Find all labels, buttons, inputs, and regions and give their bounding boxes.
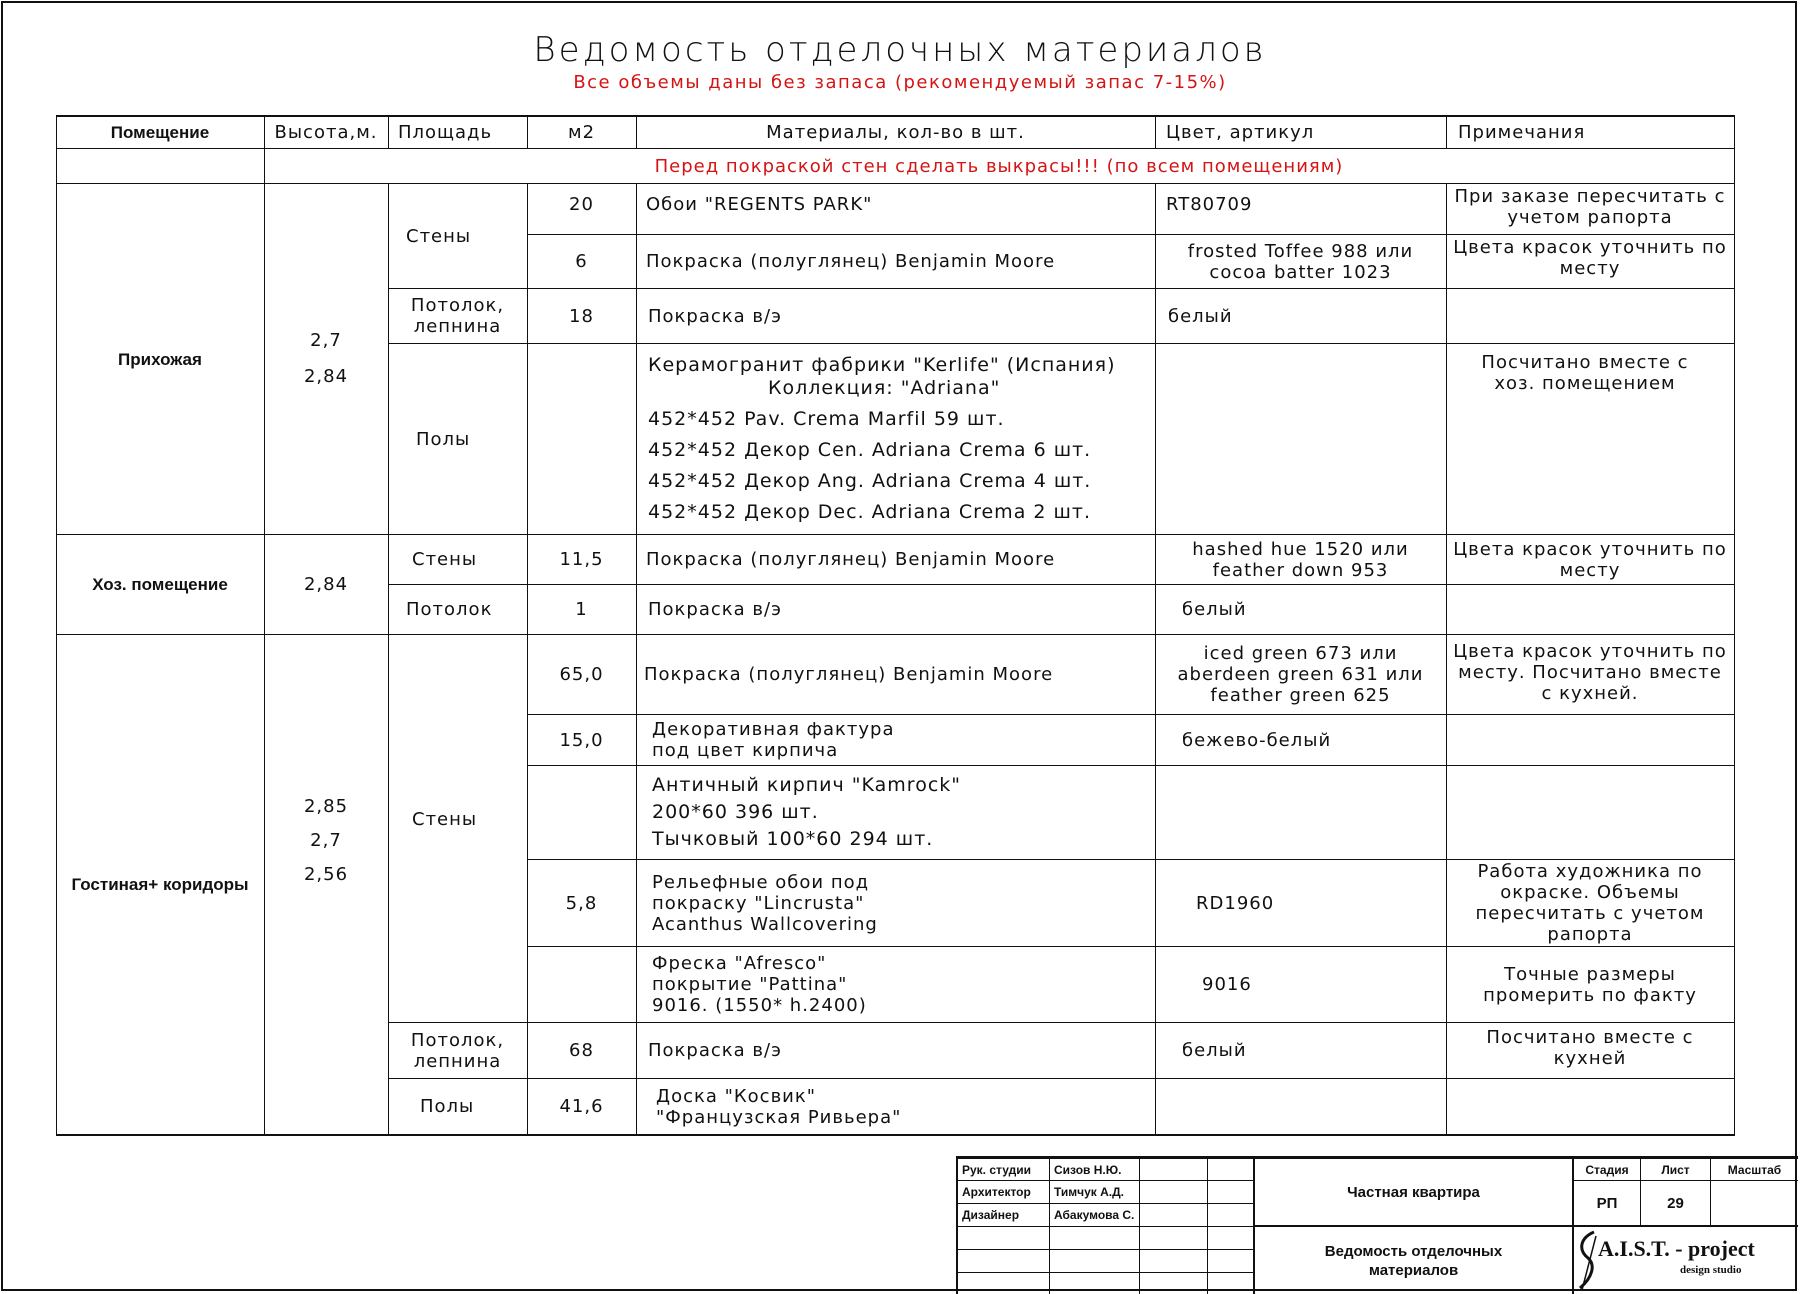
stamp-stage: РП xyxy=(1596,1194,1618,1212)
table-cell-m2: 68 xyxy=(569,1040,594,1061)
material-line: 452*452 Декор Cen. Adriana Crema 6 шт. xyxy=(648,439,1092,461)
material-line: 452*452 Декор Dec. Adriana Crema 2 шт. xyxy=(648,501,1091,523)
table-cell-note: Посчитано вместе с хоз. помещением xyxy=(1481,352,1689,394)
table-cell-note xyxy=(1446,1079,1734,1134)
table-cell-color: белый xyxy=(1182,1040,1247,1061)
table-cell-note: Цвета красок уточнить по месту xyxy=(1453,538,1727,581)
table-cell-m2: 6 xyxy=(575,251,588,272)
table-cell-material: Покраска (полуглянец) Benjamin Moore xyxy=(646,251,1056,272)
table-cell-m2: 11,5 xyxy=(559,549,604,570)
table-cell-note xyxy=(1446,585,1734,634)
stamp-person: Абакумова С. xyxy=(1054,1208,1135,1222)
table-cell-note xyxy=(1446,289,1734,343)
material-line: 452*452 Декор Ang. Adriana Crema 4 шт. xyxy=(648,470,1092,492)
table-cell-material: Покраска в/э xyxy=(648,1040,782,1061)
room-name: Прихожая xyxy=(118,349,202,369)
table-cell-note xyxy=(1446,715,1734,765)
table-cell-m2: 5,8 xyxy=(565,892,598,914)
material-line: Коллекция: "Adriana" xyxy=(768,377,1001,399)
table-cell-m2: 18 xyxy=(569,305,594,327)
banner-note: Перед покраской стен сделать выкрасы!!! (по всем помещениям) xyxy=(654,155,1344,177)
table-cell-color: RT80709 xyxy=(1166,194,1253,215)
document-subtitle: Все объемы даны без запаса (рекомендуемый запас 7-15%) xyxy=(573,72,1227,93)
header-color: Цвет, артикул xyxy=(1166,121,1315,143)
header-notes: Примечания xyxy=(1458,121,1586,143)
table-cell-note: Цвета красок уточнить по месту. Посчитано вместе с кухней. xyxy=(1453,641,1727,704)
stamp-object: Частная квартира xyxy=(1347,1183,1480,1201)
table-cell-color: белый xyxy=(1168,305,1233,327)
table-cell-m2 xyxy=(527,344,636,534)
floor-materials-list xyxy=(642,350,1155,534)
table-cell-color xyxy=(1155,344,1446,534)
table-cell-color: iced green 673 или aberdeen green 631 или feather green 625 xyxy=(1177,643,1424,706)
header-room: Помещение xyxy=(110,122,210,142)
document-title: Ведомость отделочных материалов xyxy=(533,30,1267,70)
table-cell-material: Покраска (полуглянец) Benjamin Moore xyxy=(644,664,1054,685)
table-cell-material: Обои "REGENTS PARK" xyxy=(646,194,873,215)
table-cell-material: Доска "Косвик" "Французская Ривьера" xyxy=(656,1085,902,1128)
table-cell-material: Декоративная фактура под цвет кирпича xyxy=(652,719,895,761)
table-cell-m2: 20 xyxy=(569,194,594,215)
height-value: 2,84 xyxy=(303,366,349,387)
stamp-scale xyxy=(1711,1181,1798,1225)
material-line: 452*452 Pav. Crema Marfil 59 шт. xyxy=(648,408,1005,430)
logo-text: A.I.S.T. - project xyxy=(1598,1236,1755,1261)
stamp-scale-label: Масштаб xyxy=(1727,1162,1782,1177)
table-cell-m2 xyxy=(527,766,636,859)
table-cell-color: бежево-белый xyxy=(1182,729,1332,751)
header-materials: Материалы, кол-во в шт. xyxy=(766,121,1025,143)
surface-label: Потолок, лепнина xyxy=(410,295,505,337)
table-cell-color: RD1960 xyxy=(1196,892,1275,914)
table-cell-color: hashed hue 1520 или feather down 953 xyxy=(1192,538,1409,581)
table-cell-m2: 65,0 xyxy=(559,664,604,685)
stamp-person: Тимчук А.Д. xyxy=(1054,1185,1124,1199)
stamp-person: Сизов Н.Ю. xyxy=(1054,1162,1122,1177)
stamp-sheet-title: Ведомость отделочных материалов xyxy=(1324,1242,1503,1279)
stamp-sheet-label: Лист xyxy=(1661,1162,1690,1177)
room-heights xyxy=(264,635,388,1134)
table-cell-note: Посчитано вместе с кухней xyxy=(1486,1027,1694,1069)
table-cell-note: Цвета красок уточнить по месту xyxy=(1453,237,1727,279)
surface-label: Стены xyxy=(412,549,478,570)
header-height: Высота,м. xyxy=(274,121,378,143)
table-cell-note: Работа художника по окраске. Объемы пересчитать с учетом рапорта xyxy=(1475,861,1705,945)
surface-label: Полы xyxy=(416,428,471,450)
material-line: Тычковый 100*60 294 шт. xyxy=(652,828,934,850)
table-cell-material: Фреска "Afresco" покрытие "Pattina" 9016. (1550* h.2400) xyxy=(652,953,867,1016)
table-cell-material: Покраска в/э xyxy=(648,305,782,327)
table-cell-color xyxy=(1155,766,1446,859)
header-m2: м2 xyxy=(567,121,596,143)
surface-label: Потолок, лепнина xyxy=(410,1029,505,1072)
table-cell-note xyxy=(1446,766,1734,859)
surface-label: Стены xyxy=(412,809,478,830)
height-value: 2,7 xyxy=(310,829,342,851)
stamp-role: Архитектор xyxy=(962,1185,1031,1199)
logo-subtext: design studio xyxy=(1680,1264,1742,1276)
table-cell-material: Рельефные обои под покраску "Lincrusta" Acanthus Wallcovering xyxy=(652,871,878,935)
table-cell-m2: 1 xyxy=(575,599,588,620)
table-cell-material: Покраска в/э xyxy=(648,599,782,620)
brick-materials-list xyxy=(646,766,1155,859)
material-line: Керамогранит фабрики "Kerlife" (Испания) xyxy=(648,354,1116,376)
height-value: 2,7 xyxy=(310,330,342,351)
stamp-role: Рук. студии xyxy=(962,1162,1031,1177)
table-cell-color xyxy=(1155,1079,1446,1134)
surface-label: Полы xyxy=(420,1096,475,1117)
material-line: 200*60 396 шт. xyxy=(652,801,819,823)
table-cell-color: 9016 xyxy=(1202,974,1252,995)
stamp-stage-label: Стадия xyxy=(1585,1162,1629,1177)
table-cell-m2 xyxy=(527,947,636,1022)
room-heights xyxy=(264,184,388,534)
table-cell-m2: 41,6 xyxy=(559,1096,604,1117)
height-value: 2,85 xyxy=(303,795,349,817)
table-cell-color: frosted Toffee 988 или cocoa batter 1023 xyxy=(1187,240,1414,283)
room-name: Гостиная+ коридоры xyxy=(71,875,249,894)
stamp-role: Дизайнер xyxy=(962,1208,1020,1222)
header-area: Площадь xyxy=(398,121,493,143)
table-cell-note: При заказе пересчитать с учетом рапорта xyxy=(1454,186,1726,228)
material-line: Античный кирпич "Kamrock" xyxy=(652,774,962,796)
surface-label: Потолок xyxy=(406,599,493,620)
surface-label: Стены xyxy=(406,225,472,247)
table-cell-m2: 15,0 xyxy=(559,729,604,751)
table-cell-note: Точные размеры промерить по факту xyxy=(1483,963,1697,1006)
table-cell-color: белый xyxy=(1182,599,1247,620)
height-value: 2,56 xyxy=(303,863,349,885)
room-name: Хоз. помещение xyxy=(92,575,228,594)
table-cell-material: Покраска (полуглянец) Benjamin Moore xyxy=(646,549,1056,570)
height-value: 2,84 xyxy=(303,574,349,595)
stamp-sheet-number: 29 xyxy=(1667,1194,1684,1212)
